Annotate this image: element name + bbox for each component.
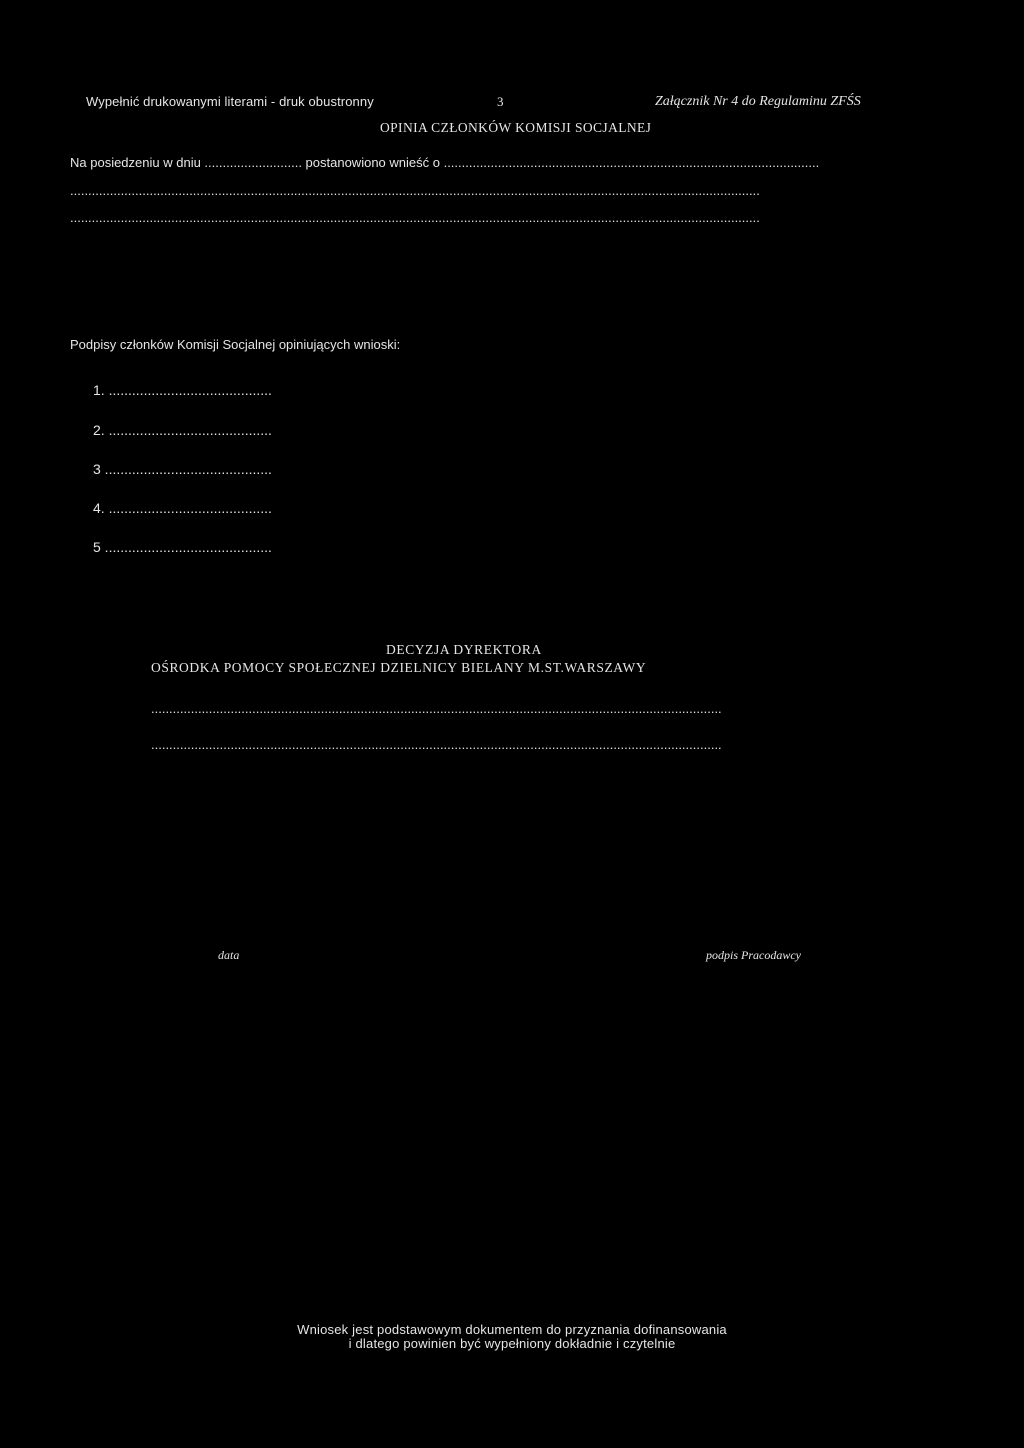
signature-line: 4. .......................................... xyxy=(93,500,272,516)
page-number: 3 xyxy=(497,94,504,109)
decision-dots-line-1: .............................................................................................................................................................. xyxy=(151,701,722,716)
signature-line: 1. .......................................... xyxy=(93,382,272,398)
decision-title-line-1: DECYZJA DYREKTORA xyxy=(386,642,542,657)
date-label: data xyxy=(218,948,240,962)
decision-dots-line-2: .............................................................................................................................................................. xyxy=(151,737,722,752)
opinion-dots-line-1: ............................................................................................................................................................................................... xyxy=(70,183,760,198)
employer-signature-label: podpis Pracodawcy xyxy=(706,948,801,962)
meeting-line: Na posiedzeniu w dniu ........................... postanowiono wnieść o ........................................................................................................ xyxy=(70,155,820,170)
signature-line: 5 ........................................... xyxy=(93,539,272,555)
footer-note-line-2: i dlatego powinien być wypełniony dokładnie i czytelnie xyxy=(348,1336,676,1351)
attachment-label: Załącznik Nr 4 do Regulaminu ZFŚS xyxy=(655,94,861,109)
commission-opinion-title: OPINIA CZŁONKÓW KOMISJI SOCJALNEJ xyxy=(380,120,652,135)
header-instruction: Wypełnić drukowanymi literami - druk obustronny xyxy=(86,94,374,109)
decision-title-line-2: OŚRODKA POMOCY SPOŁECZNEJ DZIELNICY BIELANY M.ST.WARSZAWY xyxy=(151,660,647,675)
footer-note-line-1: Wniosek jest podstawowym dokumentem do przyznania dofinansowania xyxy=(297,1322,727,1337)
signatures-heading: Podpisy członków Komisji Socjalnej opiniujących wnioski: xyxy=(70,337,401,352)
opinion-dots-line-2: ............................................................................................................................................................................................... xyxy=(70,210,760,225)
signature-line: 2. .......................................... xyxy=(93,422,272,438)
signature-line: 3 ........................................... xyxy=(93,461,272,477)
